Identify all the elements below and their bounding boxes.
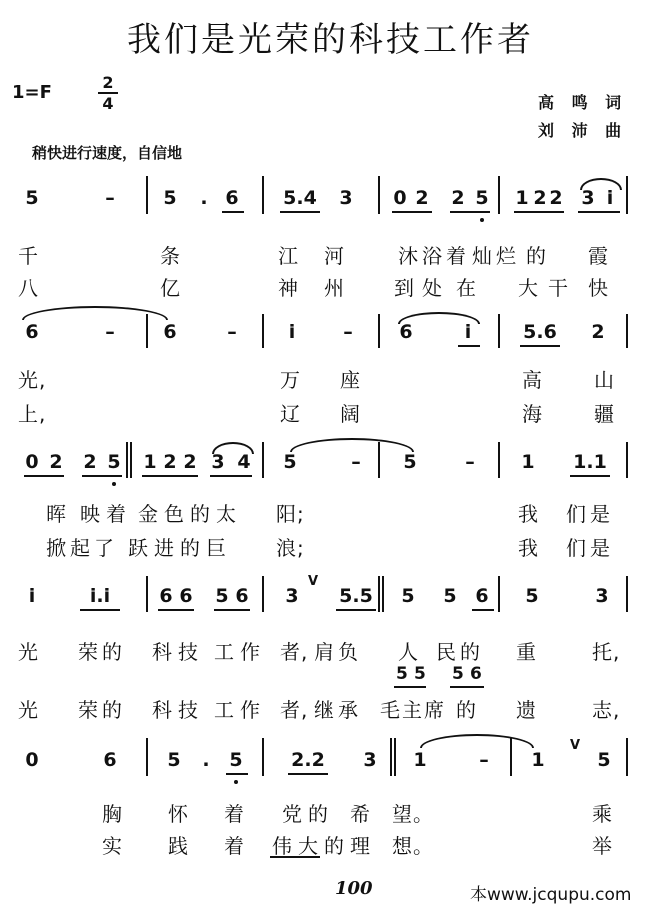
note: 2: [49, 451, 63, 473]
note: i: [288, 321, 296, 343]
barline: [146, 314, 148, 348]
note: 3: [339, 187, 353, 209]
note: 2: [415, 187, 429, 209]
beam-underline: [210, 475, 252, 477]
beam-underline: [392, 211, 432, 213]
note: .: [202, 749, 210, 771]
note: 2.2: [291, 749, 325, 771]
note: –: [479, 749, 489, 771]
barline: [498, 576, 500, 612]
time-denominator: 4: [98, 92, 118, 113]
note: 5: [167, 749, 181, 771]
note: i: [464, 321, 472, 343]
beam-underline: [514, 211, 564, 213]
song-title: 我们是光荣的科技工作者: [127, 20, 534, 60]
note: 2: [533, 187, 547, 209]
watermark: 本www.jcqupu.com: [470, 885, 632, 905]
beam-underline: [394, 686, 426, 688]
slur: [290, 438, 414, 452]
note: 6: [235, 585, 249, 607]
page-number: 100: [335, 878, 373, 899]
note: 1: [413, 749, 427, 771]
note: 3: [285, 585, 299, 607]
note: –: [227, 321, 237, 343]
note: 6: [159, 585, 173, 607]
note: 2: [183, 451, 197, 473]
slur: [420, 734, 534, 748]
barline: [626, 738, 628, 776]
lyric-underline: [270, 856, 320, 858]
note: 0: [393, 187, 407, 209]
note: 5: [401, 585, 415, 607]
beam-underline: [24, 475, 64, 477]
barline: [378, 576, 380, 612]
barline: [626, 442, 628, 478]
beam-underline: [214, 609, 250, 611]
barline: [498, 314, 500, 348]
note: i: [606, 187, 614, 209]
slur: [398, 312, 480, 324]
note: 5: [107, 451, 121, 473]
note: 5: [25, 187, 39, 209]
note: 1: [515, 187, 529, 209]
beam-underline: [222, 211, 244, 213]
beam-underline: [570, 475, 610, 477]
barline: [626, 576, 628, 612]
note: 5: [475, 187, 489, 209]
barline: [378, 314, 380, 348]
slur: [212, 442, 254, 454]
note: i.i: [89, 585, 111, 607]
note: i: [28, 585, 36, 607]
note: –: [351, 451, 361, 473]
beam-underline: [142, 475, 198, 477]
note: 6: [225, 187, 239, 209]
note: 5: [597, 749, 611, 771]
beam-underline: [158, 609, 194, 611]
note: 3: [595, 585, 609, 607]
barline: [262, 314, 264, 348]
note: 5: [163, 187, 177, 209]
barline: [262, 442, 264, 478]
lyricist-credit: 高 鸣 词: [538, 93, 628, 112]
note: –: [465, 451, 475, 473]
beam-underline: [288, 773, 328, 775]
octave-dot-below: [234, 780, 238, 784]
time-signature: [98, 73, 118, 113]
breath-mark: V: [308, 574, 319, 589]
note: .: [200, 187, 208, 209]
note: 2: [163, 451, 177, 473]
note: 4: [237, 451, 251, 473]
barline: [130, 442, 132, 478]
note: 3: [581, 187, 595, 209]
beam-underline: [520, 345, 560, 347]
barline: [378, 176, 380, 214]
note: 6: [475, 585, 489, 607]
beam-underline: [336, 609, 376, 611]
beam-underline: [226, 773, 248, 775]
barline: [498, 176, 500, 214]
barline: [146, 176, 148, 214]
barline: [382, 576, 384, 612]
note: 6: [103, 749, 117, 771]
note: 6: [163, 321, 177, 343]
note: 5: [229, 749, 243, 771]
note: 6: [399, 321, 413, 343]
note: 6: [179, 585, 193, 607]
beam-underline: [450, 211, 490, 213]
key-signature: 1=F: [12, 82, 52, 103]
note: 5.4: [283, 187, 317, 209]
barline: [626, 176, 628, 214]
barline: [262, 738, 264, 776]
note: 5: [283, 451, 297, 473]
note: 0: [25, 749, 39, 771]
note: 2: [549, 187, 563, 209]
note: 1.1: [573, 451, 607, 473]
beam-underline: [450, 686, 484, 688]
beam-underline: [472, 609, 494, 611]
barline: [390, 738, 392, 776]
note: 0: [25, 451, 39, 473]
time-numerator: 2: [102, 73, 114, 92]
staff-system-2: [0, 318, 661, 358]
note: 3: [211, 451, 225, 473]
note: 3: [363, 749, 377, 771]
beam-underline: [578, 211, 620, 213]
note: 2: [591, 321, 605, 343]
note: 1: [521, 451, 535, 473]
barline: [262, 176, 264, 214]
beam-underline: [280, 211, 320, 213]
beam-underline: [80, 609, 120, 611]
tempo-marking: 稍快进行速度，自信地: [32, 144, 183, 162]
note: 5: [215, 585, 229, 607]
note: 6: [25, 321, 39, 343]
note: 2: [83, 451, 97, 473]
note: –: [343, 321, 353, 343]
barline: [498, 442, 500, 478]
beam-underline: [458, 345, 480, 347]
barline: [146, 738, 148, 776]
breath-mark: V: [570, 738, 581, 753]
staff-system-3: [0, 448, 661, 488]
composer-credit: 刘 沛 曲: [538, 121, 628, 140]
note: 1: [531, 749, 545, 771]
note: –: [105, 321, 115, 343]
barline: [626, 314, 628, 348]
barline: [126, 442, 128, 478]
note: 5: [525, 585, 539, 607]
note: 5.5: [339, 585, 373, 607]
octave-dot-below: [112, 482, 116, 486]
staff-system-1: [0, 184, 661, 224]
note: 5: [403, 451, 417, 473]
beam-underline: [82, 475, 122, 477]
barline: [262, 576, 264, 612]
note: –: [105, 187, 115, 209]
barline: [146, 576, 148, 612]
score-page: 我们是光荣的科技工作者 1=F $\frac{2}{4}$ 高 鸣 词 刘 沛 曲 稍快进行速度，自信地 5 – 5 . 6 5.4 3 0 2 2 5 1 2 2 3 i 千 条 江 河 沐 浴 着 灿 烂 的 霞 八 亿 神 州 到 处 在 大 干 快 6 – 6 – i – 6 i 5.6 2 光, 万 座 高 山 上, 辽 阔 海 疆 0 2 2 5 1 2 2 3 4 5 – 5 – 1 1.1 晖 映 着 金 色 的 太 阳; 我 们 是 掀 起 了 跃 进 的 巨 浪; 我 们 是 i i.i 6 6 5 6 3 V 5.5 5 5 6 5 3 光 荣 的 科 技 工 作 者, 肩 负 人 民 的 重 托, 5 5 5 6 光 荣 的 科 技 工 作 者, 继 承 毛 主 席 的 遗 志, 0 6 5 . 5 2.2 3 1 – 1 V 5 胸 怀 着 党 的 希 望。 乘 实 践 着 伟 大 的 理 想。 举 100 本www.jcqupu.com: [0, 0, 661, 906]
staff-system-5: [0, 738, 661, 786]
staff-system-4: [0, 574, 661, 622]
note: 5.6: [523, 321, 557, 343]
barline: [394, 738, 396, 776]
note: 5: [443, 585, 457, 607]
note: 2: [451, 187, 465, 209]
octave-dot-below: [480, 218, 484, 222]
note: 1: [143, 451, 157, 473]
slur: [580, 178, 622, 190]
